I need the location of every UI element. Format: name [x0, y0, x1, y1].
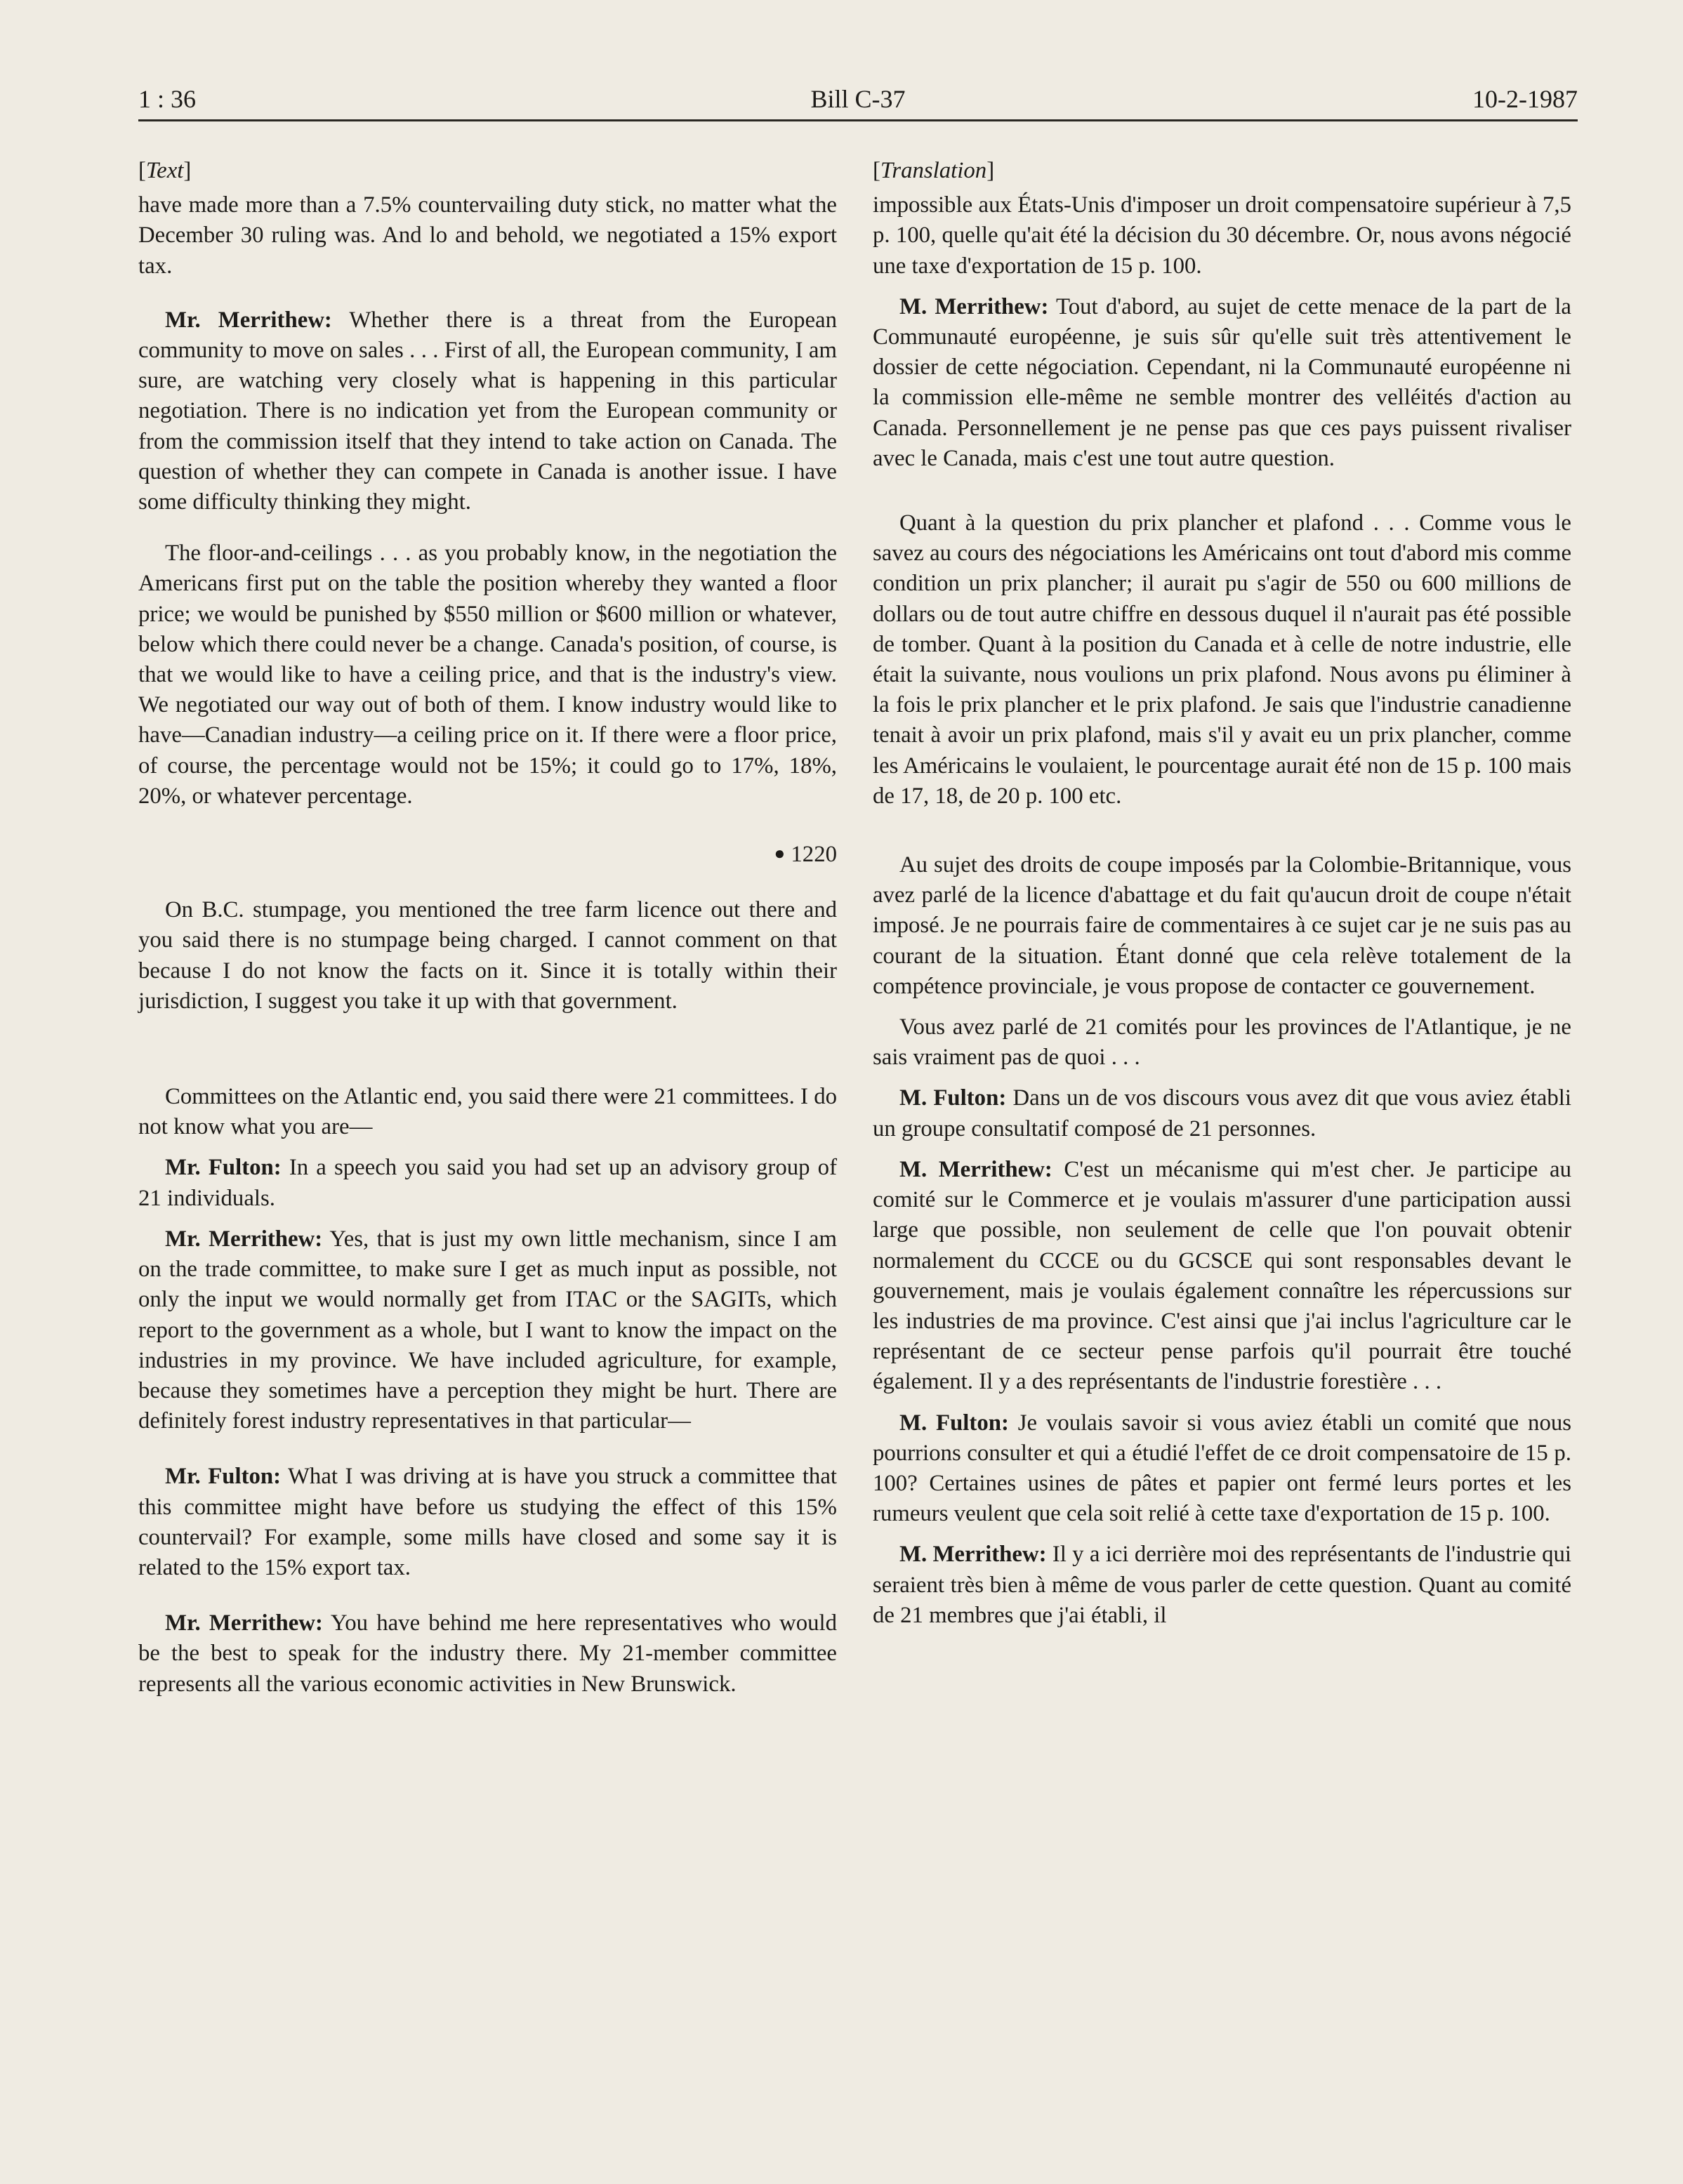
- speaker-name: Mr. Merrithew:: [165, 1610, 323, 1636]
- paragraph: impossible aux États-Unis d'imposer un droit compensatoire supérieur à 7,5 p. 100, quelle qu'ait été la décision du 30 décembre. Or, nous avons négocié une taxe d'exportation de 15 p. 100.: [873, 192, 1571, 279]
- time-marker: ● 1220: [774, 842, 837, 868]
- paragraph: Mr. Fulton: What I was driving at is have you struck a committee that this committee might have before us studying the effect of this 15% countervail? For example, some mills have closed and some say it is related to the 15% export tax.: [138, 1464, 837, 1580]
- speaker-name: Mr. Fulton:: [165, 1464, 282, 1490]
- speaker-name: Mr. Fulton:: [165, 1155, 282, 1181]
- paragraph: Mr. Merrithew: Whether there is a threat from the European community to move on sales . . . First of all, the European community, I am sure, are watching very closely what is happening in this particular negotiation. There is no indication yet from the European community or from the commission itself that they intend to take action on Canada. The question of whether they can compete in Canada is another issue. I have some difficulty thinking they might.: [138, 307, 837, 515]
- bullet-icon: ●: [774, 843, 786, 864]
- speaker-name: M. Fulton:: [899, 1085, 1007, 1111]
- header-date: 10-2-1987: [1472, 85, 1578, 113]
- paragraph: Mr. Merrithew: You have behind me here representatives who would be the best to speak for the industry there. My 21-member committee represents all the various economic activities in New Brunswick.: [138, 1610, 837, 1697]
- paragraph: Mr. Fulton: In a speech you said you had set up an advisory group of 21 individuals.: [138, 1155, 837, 1211]
- english-column: [138, 156, 837, 1700]
- paragraph: Vous avez parlé de 21 comités pour les provinces de l'Atlantique, je ne sais vraiment pas de quoi . . .: [873, 1014, 1571, 1071]
- page-number: 1 : 36: [138, 85, 197, 113]
- paragraph: have made more than a 7.5% countervailing duty stick, no matter what the December 30 ruling was. And lo and behold, we negotiated a 15% export tax.: [138, 192, 837, 279]
- speaker-name: Mr. Merrithew:: [165, 1226, 323, 1252]
- paragraph: Mr. Merrithew: Yes, that is just my own little mechanism, since I am on the trade committee, to make sure I get as much input as possible, not only the input we would normally get from ITAC or the SAGITs, which report to the government as a whole, but I want to know the impact on the industries in my province. We have included agriculture, for example, because they sometimes have a perception they might be hurt. There are definitely forest industry representatives in that particular—: [138, 1226, 837, 1434]
- paragraph: M. Merrithew: C'est un mécanisme qui m'est cher. Je participe au comité sur le Commerce et je voulais m'assurer d'une participation aussi large que possible, non seulement de celle que l'on pouvait obtenir normalement du CCCE ou du GCSCE qui sont responsables devant le gouvernement, mais je voulais également connaître les répercussions sur les industries de ma province. C'est ainsi que j'ai inclus l'agriculture car le représentant de ce secteur pense parfois qu'il pourrait être touché également. Il y a des représentants de l'industrie forestière . . .: [873, 1156, 1572, 1395]
- paragraph: M. Merrithew: Il y a ici derrière moi des représentants de l'industrie qui seraient très bien à même de vous parler de cette question. Quant au comité de 21 membres que j'ai établi, il: [873, 1542, 1572, 1628]
- paragraph: M. Fulton: Dans un de vos discours vous avez dit que vous aviez établi un groupe consultatif composé de 21 personnes.: [873, 1085, 1571, 1141]
- paragraph: M. Merrithew: Tout d'abord, au sujet de cette menace de la part de la Communauté européenne, je suis sûr qu'elle suit très attentivement le dossier de cette négociation. Cependant, ni la Communauté européenne ni la commission elle-même ne semble montrer des velléités d'action au Canada. Personnellement je ne pense pas que ces pays puissent rivaliser avec le Canada, mais c'est une tout autre question.: [873, 293, 1571, 471]
- paragraph: On B.C. stumpage, you mentioned the tree farm licence out there and you said there is no stumpage being charged. I cannot comment on that because I do not know the facts on it. Since it is totally within their jurisdiction, I suggest you take it up with that government.: [138, 897, 837, 1014]
- page-header: [138, 83, 1578, 121]
- speaker-name: M. Merrithew:: [899, 1156, 1052, 1182]
- paragraph: Au sujet des droits de coupe imposés par la Colombie-Britannique, vous avez parlé de la licence d'abattage et du fait qu'aucun droit de coupe n'était imposé. Je ne pourrais faire de commentaires à ce sujet car je ne suis pas au courant de la situation. Étant donné que cela relève totalement de la compétence provinciale, je vous propose de contacter ce gouvernement.: [873, 852, 1571, 999]
- paragraph: Committees on the Atlantic end, you said there were 21 committees. I do not know what you are—: [138, 1084, 837, 1140]
- language-tag: [Translation]: [873, 158, 995, 183]
- paragraph: Quant à la question du prix plancher et plafond . . . Comme vous le savez au cours des négociations les Américains ont tout d'abord mis comme condition un prix plancher; il aurait pu s'agir de 550 ou 600 millions de dollars ou de tout autre chiffre en dessous duquel il n'aurait pas été possible de tomber. Quant à la position du Canada et à celle de notre industrie, elle était la suivante, nous voulions un prix plafond. Nous avons pu éliminer à la fois le prix plancher et le prix plafond. Je sais que l'industrie canadienne tenait à avoir un prix plafond, mais s'il y avait eu un prix plancher, comme les Américains le voulaient, le pourcentage aurait été non de 15 p. 100 mais de 17, 18, de 20 p. 100 etc.: [873, 510, 1571, 809]
- speaker-name: M. Fulton:: [899, 1410, 1009, 1436]
- bill-title: Bill C-37: [810, 85, 906, 113]
- language-tag: [Text]: [138, 158, 192, 183]
- speaker-name: M. Merrithew:: [899, 293, 1049, 319]
- speaker-name: Mr. Merrithew:: [165, 307, 332, 333]
- french-column: [873, 156, 1571, 1631]
- paragraph: M. Fulton: Je voulais savoir si vous aviez établi un comité que nous pourrions consulter et qui a étudié l'effet de ce droit compensatoire de 15 p. 100? Certaines usines de pâtes et papier ont fermé leurs portes et les rumeurs veulent que cela soit relié à cette taxe d'exportation de 15 p. 100.: [873, 1410, 1572, 1527]
- paragraph: The floor-and-ceilings . . . as you probably know, in the negotiation the Americans first put on the table the position whereby they wanted a floor price; we would be punished by $550 million or $600 million or whatever, below which there could never be a change. Canada's position, of course, is that we would like to have a ceiling price, and that is the industry's view. We negotiated our way out of both of them. I know industry would like to have—Canadian industry—a ceiling price on it. If there were a floor price, of course, the percentage would not be 15%; it could go to 17%, 18%, 20%, or whatever percentage.: [138, 541, 837, 809]
- speaker-name: M. Merrithew:: [899, 1542, 1047, 1568]
